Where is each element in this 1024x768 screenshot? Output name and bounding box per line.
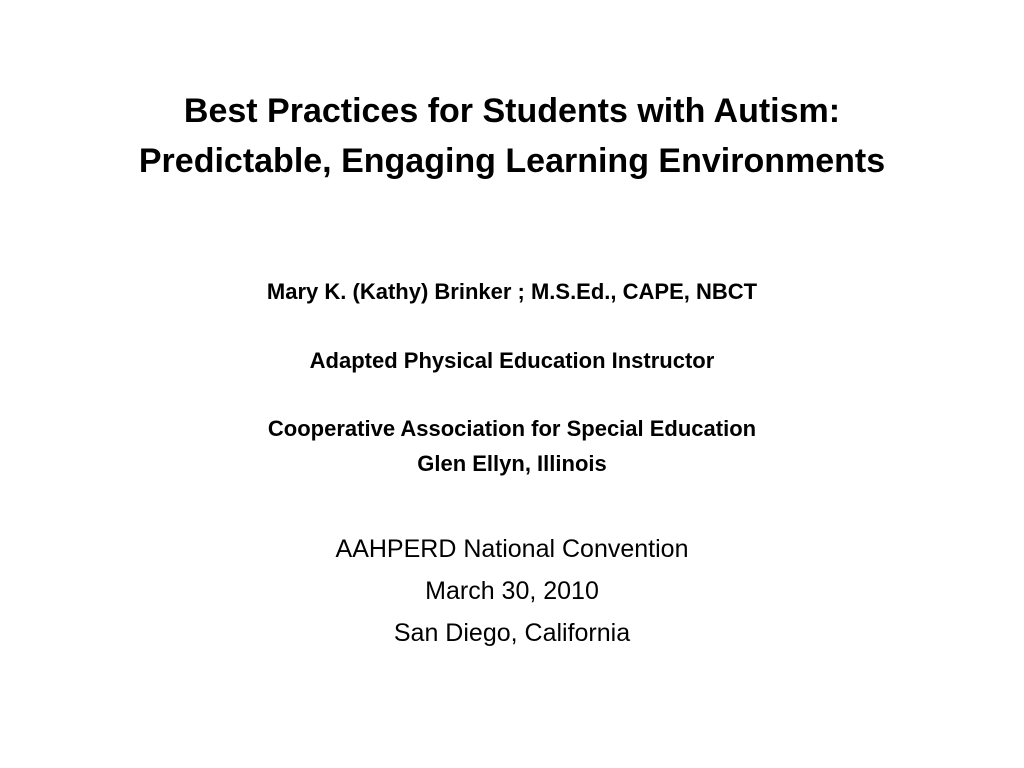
presenter-position: Adapted Physical Education Instructor — [309, 348, 715, 373]
title-line-1: Best Practices for Students with Autism: — [183, 92, 841, 130]
title-line-2: Predictable, Engaging Learning Environments — [138, 142, 886, 180]
organization-name: Cooperative Association for Special Education — [267, 416, 757, 441]
presenter-name: Mary K. (Kathy) Brinker ; M.S.Ed., CAPE, NBCT — [266, 279, 758, 304]
conference-venue: San Diego, California — [393, 619, 631, 647]
conference-info — [60, 528, 964, 654]
conference-event: AAHPERD National Convention — [335, 535, 689, 563]
conference-date: March 30, 2010 — [425, 577, 599, 605]
slide-title — [40, 86, 984, 186]
organization-location: Glen Ellyn, Illinois — [417, 451, 607, 476]
